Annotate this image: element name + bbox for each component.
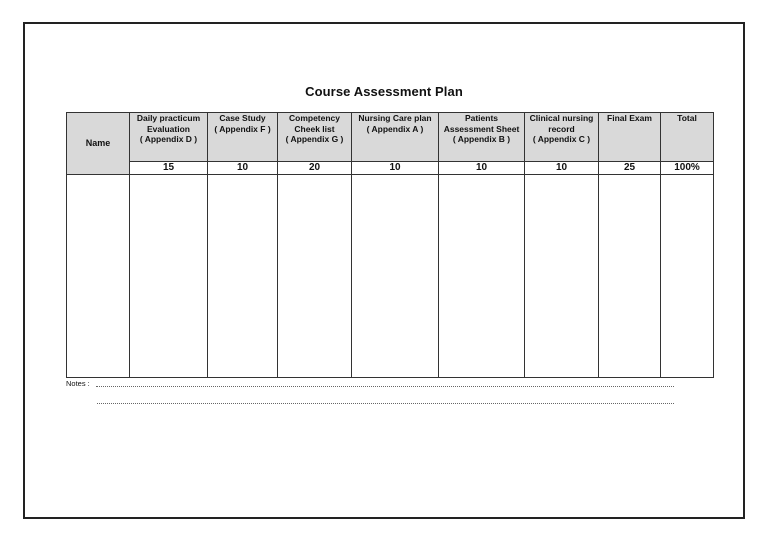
weight-cell: 15 xyxy=(130,162,208,175)
entry-cell[interactable] xyxy=(525,175,599,378)
entry-cell-name[interactable] xyxy=(67,175,130,378)
notes-label: Notes : xyxy=(66,379,90,388)
header-line: Case Study xyxy=(219,113,266,123)
column-header-nursing-care-plan xyxy=(352,113,439,162)
assessment-table xyxy=(66,112,714,378)
weight-cell: 10 xyxy=(439,162,525,175)
header-line: Patients xyxy=(464,113,499,123)
header-line: ( Appendix C ) xyxy=(532,134,591,144)
header-line: ( Appendix F ) xyxy=(214,123,271,134)
column-header-total xyxy=(661,113,714,162)
header-line: ( Appendix G ) xyxy=(285,134,344,144)
header-line: record xyxy=(548,123,575,134)
column-header-case-study xyxy=(208,113,278,162)
column-header-daily-practicum xyxy=(130,113,208,162)
header-row xyxy=(67,113,714,162)
entry-cell[interactable] xyxy=(599,175,661,378)
header-line: Final Exam xyxy=(607,113,652,123)
header-line: ( Appendix A ) xyxy=(366,123,424,134)
header-line: Clinical nursing xyxy=(529,113,594,123)
name-header: Name xyxy=(67,113,130,175)
weight-cell: 10 xyxy=(525,162,599,175)
weight-cell: 10 xyxy=(352,162,439,175)
weight-cell: 100% xyxy=(661,162,714,175)
column-header-competency xyxy=(278,113,352,162)
column-header-clinical-nursing-record xyxy=(525,113,599,162)
weight-cell: 25 xyxy=(599,162,661,175)
header-line: Daily practicum xyxy=(136,113,201,123)
weights-row xyxy=(67,162,714,175)
entry-cell[interactable] xyxy=(130,175,208,378)
header-line: Competency xyxy=(288,113,340,123)
header-line: Total xyxy=(677,113,697,123)
column-header-patients-assessment xyxy=(439,113,525,162)
entry-cell[interactable] xyxy=(352,175,439,378)
header-line: Cheek list xyxy=(294,123,335,134)
header-line: Nursing Care plan xyxy=(358,113,432,123)
entry-cell[interactable] xyxy=(278,175,352,378)
header-line: Assessment Sheet xyxy=(443,123,520,134)
document-title: Course Assessment Plan xyxy=(305,84,463,99)
entry-cell[interactable] xyxy=(208,175,278,378)
notes-dotted-rule xyxy=(96,386,674,387)
entry-row xyxy=(67,175,714,378)
notes-dotted-rule-second xyxy=(97,403,674,404)
entry-cell[interactable] xyxy=(439,175,525,378)
notes-line xyxy=(66,378,674,390)
header-line: ( Appendix D ) xyxy=(139,134,198,144)
weight-cell: 10 xyxy=(208,162,278,175)
weight-cell: 20 xyxy=(278,162,352,175)
entry-cell[interactable] xyxy=(661,175,714,378)
header-line: Evaluation xyxy=(147,123,190,134)
header-line: ( Appendix B ) xyxy=(452,134,511,144)
column-header-final-exam xyxy=(599,113,661,162)
